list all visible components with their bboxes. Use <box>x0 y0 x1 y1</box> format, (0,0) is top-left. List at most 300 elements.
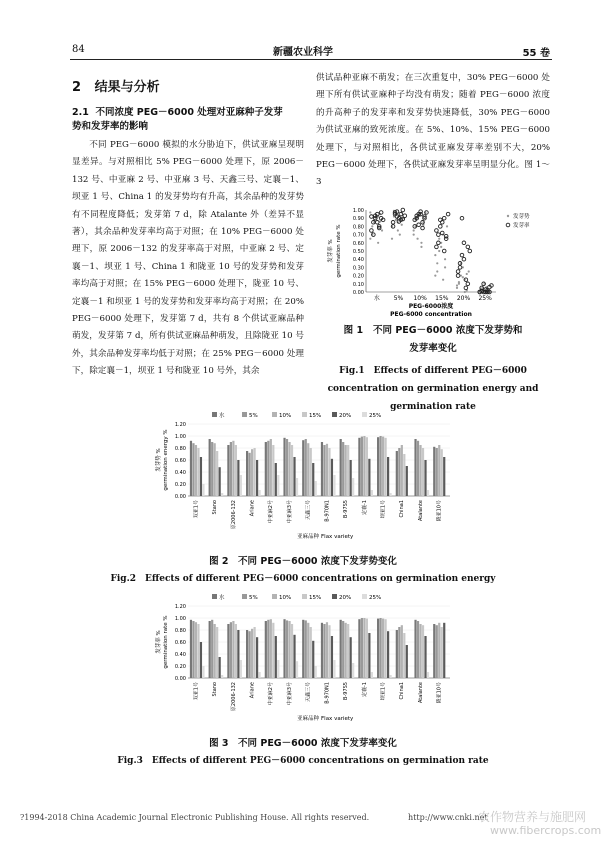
fig1-point-energy <box>436 262 438 264</box>
fig2-bar <box>350 460 352 496</box>
fig1-point-energy <box>369 211 371 213</box>
fig1-legend-rate-label: 发芽率 <box>513 223 530 229</box>
fig2-bar <box>380 436 382 496</box>
fig2-bar <box>275 463 277 496</box>
fig2-bar <box>302 440 304 496</box>
fig3-bar <box>197 624 199 678</box>
fig3-bar <box>396 630 398 678</box>
fig2-bar <box>265 442 267 496</box>
fig2-y-tick: 0.60 <box>174 458 186 464</box>
fig2-x-tick: 原2006-132 <box>230 500 237 530</box>
fig3-bar <box>288 621 290 678</box>
fig1-y-tick: 0.80 <box>352 224 364 231</box>
fig2-y-tick: 0.00 <box>174 494 186 500</box>
fig3-x-tick: 定襄-1 <box>361 682 368 697</box>
fig3-bar <box>403 633 405 678</box>
figure2-bar-chart <box>150 408 460 548</box>
fig2-bar <box>221 493 223 496</box>
fig3-y-tick: 0.80 <box>174 628 186 634</box>
fig1-y-tick: 0.10 <box>352 281 364 288</box>
fig2-bar <box>200 457 202 496</box>
fig2-bar <box>323 445 325 496</box>
figure3-bar-chart <box>150 590 460 730</box>
fig3-bar <box>283 619 285 678</box>
fig2-bar <box>288 442 290 496</box>
fig3-bar <box>240 660 242 678</box>
fig1-y-tick: 1.00 <box>352 208 364 214</box>
fig3-legend-label: 5% <box>249 595 258 601</box>
fig2-xlabel: Flax variety <box>321 534 354 540</box>
fig3-bar <box>438 623 440 678</box>
fig3-bar <box>417 621 419 678</box>
right-column-paragraph: 供试品种亚麻不萌发；在三次重复中，30% PEG－6000 处理下所有供试亚麻种子均没有萌发；随着 PEG－6000 浓度的升高种子的发芽率和发芽势快速降低，30% PEG－6000 为供试亚麻的致死浓度。在 5%、10%、15% PEG－6000 处理下，与对照相比，各供试亚麻发芽率差别不大，20% PEG－6000 处理下，各供试亚麻发芽率呈明显分化。图 1～3 <box>316 73 550 188</box>
fig2-bar <box>190 441 192 496</box>
section-heading <box>72 76 160 95</box>
fig2-y-tick: 1.00 <box>174 434 186 440</box>
fig1-point-rate <box>456 274 460 278</box>
fig3-bar <box>195 622 197 678</box>
fig1-point-energy <box>434 275 436 277</box>
fig1-point-rate <box>460 253 464 257</box>
fig1-point-energy <box>377 242 379 244</box>
fig1-xlabel: PEG-6000 concentration <box>390 311 472 318</box>
fig2-ylabel: germination energy % <box>163 429 169 491</box>
section-title: 结果与分析 <box>94 80 160 95</box>
fig1-y-tick: 0.70 <box>352 232 364 239</box>
fig3-bar <box>380 618 382 678</box>
fig2-bar <box>433 447 435 496</box>
fig3-legend-swatch <box>212 594 217 599</box>
fig2-bar <box>249 453 251 496</box>
fig1-point-rate <box>442 249 446 253</box>
fig2-bar <box>340 439 342 496</box>
fig3-x-tick: 中亚麻3号 <box>286 682 293 706</box>
fig3-bar <box>267 620 269 678</box>
fig3-y-tick: 1.00 <box>174 616 186 622</box>
fig3-bar <box>200 642 202 678</box>
fig1-point-rate <box>370 229 374 233</box>
fig1-y-tick: 0.60 <box>352 240 364 247</box>
fig3-bar <box>307 623 309 678</box>
fig3-bar <box>328 625 330 678</box>
fig1-y-tick: 0.30 <box>352 265 364 272</box>
fig2-bar <box>195 445 197 496</box>
fig2-bar <box>342 442 344 496</box>
fig1-legend-energy-marker <box>507 215 509 217</box>
fig1-point-energy <box>442 279 444 281</box>
fig1-point-energy <box>434 254 436 256</box>
fig2-bar <box>377 437 379 496</box>
fig3-x-tick: Stano <box>212 682 219 697</box>
fig3-bar <box>312 641 314 678</box>
fig2-bar <box>347 445 349 496</box>
fig3-bar <box>227 624 229 678</box>
fig3-bar <box>424 636 426 678</box>
left-column-paragraph: 不同 PEG－6000 模拟的水分胁迫下，供试亚麻呈现明显差异。与对照相比 5% PEG－6000 处理下，原 2006－132 号、中亚麻 2 号、中亚麻 3 号、天鑫三号、定襄－1、坝亚 1 号、China 1 的发芽势均有升高，其余品种的发芽势有不同程度降低；发芽第 7 d，除 Atalante 外（差异不显著），其余品种发芽率均高于对照；在 10% PEG－6000 处理下，原 2006－132 的发芽率高于对照，中亚麻 2 号、定襄－1、坝亚 1 号、China 1 和陇亚 10 号的发芽势和发芽率均高于对照；在 15% PEG－6000 处理下，陇亚 10 号、定襄－1 和坝亚 1 号的发芽势和发芽率均高于对照；在 20% PEG－6000 处理下，发芽第 7 d，共有 8 个供试亚麻品种萌发，发芽第 7 d，所有供试亚麻品种萌发，且除陇亚 10 号外，其余品种发芽率均低于对照；在 25% PEG－6000 处理下，除定襄－1，坝亚 1 号和陇亚 10 号外，其余 <box>72 140 304 377</box>
fig2-bar <box>202 484 204 496</box>
fig1-point-rate <box>462 241 466 245</box>
fig3-legend-swatch <box>332 594 337 599</box>
figure2-caption-cn: 图 2 不同 PEG－6000 浓度下发芽势变化 <box>209 556 397 567</box>
fig1-y-tick: 0.50 <box>352 249 364 255</box>
fig2-bar <box>230 442 232 496</box>
fig3-bar <box>211 620 213 678</box>
fig1-point-rate <box>379 211 383 215</box>
fig3-bar <box>256 637 258 678</box>
fig3-bar <box>232 621 234 678</box>
fig1-y-tick: 0.40 <box>352 257 364 264</box>
fig1-point-energy <box>399 234 401 236</box>
fig3-x-tick: 天鑫三号 <box>305 682 312 703</box>
fig3-bar <box>230 622 232 678</box>
fig3-x-tick: B-97S5 <box>343 682 350 700</box>
fig3-bar <box>387 631 389 678</box>
volume: 55 卷 <box>522 48 550 59</box>
fig3-bar <box>265 621 267 678</box>
fig1-point-energy <box>416 238 418 240</box>
fig2-bar <box>438 445 440 496</box>
fig3-bar <box>406 645 408 678</box>
fig2-bar <box>209 439 211 496</box>
fig3-bar <box>237 630 239 678</box>
fig3-bar <box>209 621 211 678</box>
fig3-legend-label: 20% <box>339 595 352 601</box>
subsection-number: 2.1 <box>72 107 89 118</box>
figure1-cap-mid: 不同 <box>373 325 393 336</box>
fig1-point-energy <box>413 229 415 231</box>
fig2-bar <box>333 475 335 496</box>
fig2-bar <box>192 443 194 496</box>
fig2-legend-label: 20% <box>339 413 352 419</box>
fig1-point-rate <box>456 270 460 274</box>
fig3-xlabel: Flax variety <box>321 716 354 722</box>
fig1-point-energy <box>420 246 422 248</box>
fig1-point-rate <box>435 245 439 249</box>
fig3-x-tick: B-970N1 <box>324 682 331 704</box>
fig1-point-rate <box>401 208 405 212</box>
fig1-point-rate <box>421 226 425 230</box>
fig2-bar <box>366 437 368 496</box>
fig3-bar <box>246 630 248 678</box>
fig2-bar <box>258 490 260 496</box>
fig3-x-tick: 陇亚10号 <box>436 682 443 704</box>
fig1-point-energy <box>395 219 397 221</box>
fig1-point-energy <box>462 276 464 278</box>
fig2-bar <box>358 438 360 496</box>
footer-copyright: ?1994-2018 China Academic Journal Electronic Publishing House. All rights reserved. <box>20 813 370 822</box>
fig2-bar <box>326 444 328 496</box>
fig2-y-tick: 0.20 <box>174 482 186 488</box>
fig3-bar <box>216 627 218 678</box>
fig3-bar <box>270 619 272 678</box>
fig1-point-energy <box>440 246 442 248</box>
fig2-bar <box>401 445 403 496</box>
fig2-x-tick: 中亚麻2号 <box>268 500 275 524</box>
fig2-bar <box>310 448 312 496</box>
fig2-bar <box>305 439 307 496</box>
fig1-point-rate <box>468 249 472 253</box>
fig2-bar <box>414 439 416 496</box>
fig1-point-energy <box>444 258 446 260</box>
header-rule <box>70 59 552 60</box>
fig2-bar <box>321 442 323 496</box>
figure1-cap-en-2: concentration on germination energy and <box>327 384 539 394</box>
fig3-bar <box>302 620 304 678</box>
fig1-point-energy <box>456 287 458 289</box>
fig2-bar <box>277 475 279 496</box>
fig3-bar <box>296 661 298 678</box>
fig2-x-tick: 天鑫三号 <box>305 500 312 521</box>
fig1-point-rate <box>464 286 468 290</box>
fig3-bar <box>293 635 295 678</box>
fig2-bar <box>345 445 347 496</box>
fig3-bar <box>321 623 323 678</box>
watermark-line2: www.fibercrops.com <box>490 824 602 837</box>
fig1-x-tick: 5% <box>393 295 404 302</box>
fig1-x-tick: 15% <box>435 295 449 302</box>
subsection-title-line1: 不同浓度 PEG－6000 处理对亚麻种子发芽 <box>95 107 283 118</box>
fig3-bar <box>358 619 360 678</box>
fig1-point-energy <box>381 229 383 231</box>
fig2-bar <box>417 441 419 496</box>
fig3-x-tick: China1 <box>399 682 406 700</box>
fig2-y-tick: 0.40 <box>174 470 186 476</box>
fig3-ylabel: germination rate % <box>163 615 169 669</box>
fig3-bar <box>419 624 421 678</box>
figure1-caption-cn <box>316 322 550 358</box>
fig1-point-energy <box>371 225 373 227</box>
fig1-point-rate <box>446 212 450 216</box>
fig3-bar <box>340 620 342 678</box>
fig2-bar <box>331 459 333 496</box>
fig3-bar <box>310 627 312 678</box>
fig2-bar <box>398 448 400 496</box>
fig3-bar <box>190 620 192 678</box>
fig3-x-tick: Ariane <box>249 682 256 699</box>
fig2-bar <box>211 442 213 496</box>
fig3-x-tick: 坝亚1号 <box>380 682 387 701</box>
fig2-bar <box>219 467 221 496</box>
fig3-bar <box>414 620 416 678</box>
fig2-bar <box>328 448 330 496</box>
fig1-point-energy <box>401 224 403 226</box>
fig2-x-tick: Ariane <box>249 500 256 517</box>
fig3-bar <box>235 624 237 678</box>
fig2-bar <box>315 481 317 496</box>
fig3-bar <box>363 618 365 678</box>
fig2-bar <box>256 460 258 496</box>
fig2-bar <box>352 478 354 496</box>
fig3-bar <box>352 663 354 678</box>
fig2-legend-label: 25% <box>369 413 382 419</box>
fig1-point-energy <box>438 238 440 240</box>
fig1-point-rate <box>370 215 374 219</box>
fig3-legend-label: 25% <box>369 595 382 601</box>
fig3-y-tick: 0.60 <box>174 640 186 646</box>
fig3-bar <box>331 636 333 678</box>
fig3-bar <box>219 657 221 678</box>
fig1-point-rate <box>460 216 464 220</box>
fig2-legend-swatch <box>272 412 277 417</box>
figure3-caption-cn: 图 3 不同 PEG－6000 浓度下发芽率变化 <box>209 738 397 749</box>
fig2-bar <box>361 437 363 496</box>
fig3-bar <box>291 624 293 678</box>
fig2-bar <box>382 437 384 496</box>
fig1-point-energy <box>420 242 422 244</box>
fig2-x-tick: 坝亚1号 <box>380 500 387 519</box>
fig3-bar <box>342 621 344 678</box>
fig3-y-tick: 0.20 <box>174 664 186 670</box>
fig3-y-tick: 1.20 <box>174 604 186 610</box>
fig2-bar <box>240 475 242 496</box>
fig1-point-energy <box>369 238 371 240</box>
fig1-point-rate <box>442 216 446 220</box>
fig2-x-tick: China1 <box>399 500 406 518</box>
fig2-bar <box>387 457 389 496</box>
subsection-title-line2: 势和发芽率的影响 <box>72 121 149 132</box>
fig2-bar <box>214 443 216 496</box>
fig1-x-tick: 20% <box>456 295 471 302</box>
fig3-x-tick: 双亚1号 <box>193 682 200 701</box>
fig2-bar <box>424 460 426 496</box>
fig2-legend-swatch <box>302 412 307 417</box>
fig3-bar <box>443 623 445 678</box>
fig2-bar <box>385 438 387 496</box>
fig1-point-rate <box>444 234 448 238</box>
fig3-bar <box>368 633 370 678</box>
fig2-xlabel-cn: 亚麻品种 <box>296 534 319 540</box>
figure1-cap-prefix: 图 1 <box>343 325 364 336</box>
figure2-caption-en: Fig.2 Effects of different PEG－6000 concentrations on germination energy <box>110 574 496 584</box>
fig2-legend-label: 5% <box>249 413 258 419</box>
fig3-bar <box>433 624 435 678</box>
fig2-bar <box>368 459 370 496</box>
fig1-point-rate <box>437 241 441 245</box>
fig3-bar <box>345 623 347 678</box>
fig3-bar <box>350 637 352 678</box>
fig2-legend-swatch <box>332 412 337 417</box>
fig3-legend-swatch <box>302 594 307 599</box>
fig3-bar <box>377 619 379 678</box>
fig2-y-tick: 1.20 <box>174 422 186 428</box>
fig3-bar <box>398 627 400 678</box>
fig2-bar <box>286 439 288 496</box>
footer-url[interactable]: http://www.cnki.net <box>408 813 488 822</box>
fig2-bar <box>389 493 391 496</box>
fig1-y-tick: 0.20 <box>352 273 364 280</box>
fig2-x-tick: 定襄-1 <box>361 500 368 515</box>
fig1-point-energy <box>446 225 448 227</box>
fig2-bar <box>235 445 237 496</box>
fig3-bar <box>436 625 438 678</box>
fig1-point-energy <box>397 229 399 231</box>
fig1-point-energy <box>458 281 460 283</box>
fig3-bar <box>361 618 363 678</box>
fig1-point-rate <box>417 223 421 227</box>
fig3-bar <box>326 622 328 678</box>
fig1-legend-energy-label: 发芽势 <box>513 214 530 220</box>
fig2-bar <box>436 448 438 496</box>
fig1-point-energy <box>436 270 438 272</box>
fig3-legend-label: 15% <box>309 595 322 601</box>
fig3-bar <box>389 675 391 678</box>
fig2-bar <box>246 451 248 496</box>
fig2-bar <box>237 460 239 496</box>
fig1-point-energy <box>413 234 415 236</box>
fig3-y-tick: 0.40 <box>174 652 186 658</box>
fig2-bar <box>307 443 309 496</box>
fig3-bar <box>258 672 260 678</box>
fig3-bar <box>382 619 384 678</box>
fig2-bar <box>427 490 429 496</box>
fig3-bar <box>315 666 317 678</box>
fig3-legend-label: 水 <box>219 595 225 601</box>
fig1-point-energy <box>464 291 466 293</box>
fig1-point-energy <box>444 266 446 268</box>
fig2-bar <box>422 448 424 496</box>
fig1-point-energy <box>468 270 470 272</box>
fig2-bar <box>270 439 272 496</box>
fig3-bar <box>371 672 373 678</box>
fig3-xlabel-cn: 亚麻品种 <box>296 716 319 722</box>
fig2-bar <box>251 449 253 496</box>
fig2-bar <box>293 457 295 496</box>
fig1-point-rate <box>462 257 466 261</box>
fig2-legend-label: 水 <box>219 413 225 419</box>
fig1-ylabel-cn: 发芽率 % <box>328 239 334 263</box>
fig2-x-tick: 中亚麻3号 <box>286 500 293 524</box>
fig2-ylabel-cn: 发芽势 % <box>156 448 162 472</box>
fig3-bar <box>249 631 251 678</box>
fig3-bar <box>202 666 204 678</box>
fig1-x-tick: 10% <box>413 295 427 302</box>
fig2-legend-swatch <box>362 412 367 417</box>
fig3-bar <box>272 623 274 678</box>
journal-title: 新疆农业科学 <box>273 47 333 58</box>
fig1-point-energy <box>391 238 393 240</box>
fig2-x-tick: 陇亚10号 <box>436 500 443 522</box>
fig3-bar <box>286 620 288 678</box>
fig3-x-tick: 中亚麻2号 <box>268 682 275 706</box>
fig2-bar <box>396 451 398 496</box>
section-number: 2 <box>72 80 82 95</box>
fig2-x-tick: Stano <box>212 500 219 515</box>
fig2-bar <box>254 448 256 496</box>
fig3-x-tick: 原2006-132 <box>230 682 237 712</box>
fig1-point-energy <box>438 250 440 252</box>
subsection-heading <box>72 106 304 134</box>
fig1-point-rate <box>458 266 462 270</box>
fig3-bar <box>254 627 256 678</box>
fig3-x-tick: Atalante <box>417 682 424 704</box>
fig3-bar <box>221 675 223 678</box>
figure1-cap-en-3: germination rate <box>390 402 476 412</box>
fig1-point-energy <box>456 284 458 286</box>
fig2-bar <box>296 478 298 496</box>
fig2-bar <box>291 445 293 496</box>
fig3-legend-swatch <box>272 594 277 599</box>
fig2-x-tick: Atalante <box>417 500 424 522</box>
fig3-bar <box>441 627 443 678</box>
fig2-bar <box>197 448 199 496</box>
fig2-bar <box>403 454 405 496</box>
fig2-bar <box>371 490 373 496</box>
fig3-bar <box>277 660 279 678</box>
fig1-x-tick: 25% <box>478 295 492 302</box>
fig3-y-tick: 0.00 <box>174 676 186 682</box>
figure1-scatter-chart <box>318 200 550 318</box>
fig2-bar <box>363 436 365 496</box>
